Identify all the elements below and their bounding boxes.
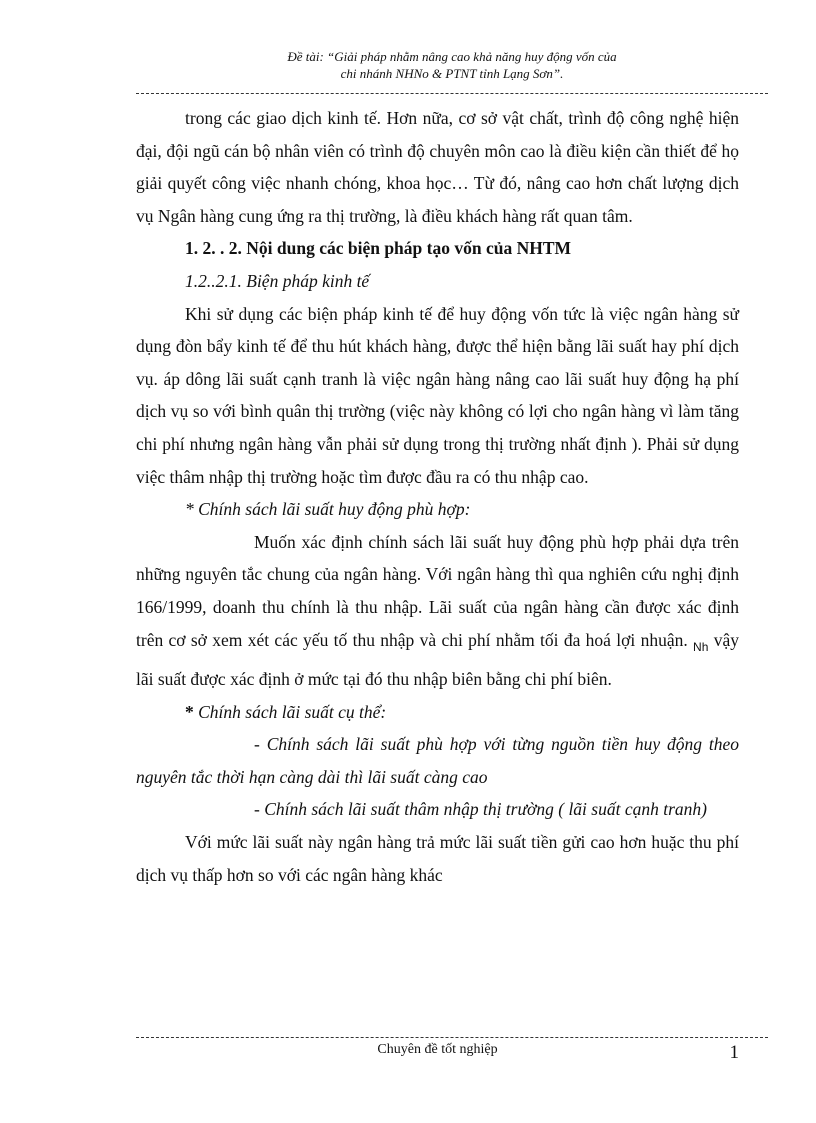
policy-star: * — [185, 701, 194, 722]
page-body — [136, 102, 739, 891]
header-line-2: chi nhánh NHNo & PTNT tỉnh Lạng Sơn”. — [340, 66, 564, 81]
page-footer — [136, 1042, 739, 1064]
paragraph-rate-policy — [136, 526, 739, 696]
policy-heading-specific-rate — [136, 696, 739, 729]
footer-title: Chuyên đề tốt nghiệp — [377, 1042, 498, 1057]
paragraph-continuation: trong các giao dịch kinh tế. Hơn nữa, cơ sở vật chất, trình độ công nghệ hiện đại, đội ngũ cán bộ nhân viên có trình độ chuyên môn cao là điều kiện cần thiết để họ giải quyết công việc nhanh chóng, khoa học… Từ đó, nâng cao hơn chất lượng dịch vụ Ngân hàng cung ứng ra thị trường, là điều khách hàng rất quan tâm. — [136, 108, 739, 226]
footer-rule — [136, 1037, 768, 1038]
policy-title: Chính sách lãi suất cụ thể: — [198, 701, 387, 722]
paragraph-rate-policy-main: Muốn xác định chính sách lãi suất huy động phù hợp phải dựa trên những nguyên tắc chung của ngân hàng. Với ngân hàng thì qua nghiên cứu nghị định 166/1999, doanh thu chính là thu nhập. Lãi suất của ngân hàng cần được xác định trên cơ sở xem xét các yếu tố thu nhập và chi phí nhằm tối đa hoá lợi nhuận. — [136, 531, 739, 650]
paragraph-rate-policy-glyph: Nh — [693, 639, 709, 654]
paragraph-competitive-rate: Với mức lãi suất này ngân hàng trả mức lãi suất tiền gửi cao hơn huặc thu phí dịch vụ thấp hơn so với các ngân hàng khác — [136, 832, 739, 885]
page-number: 1 — [729, 1042, 739, 1063]
list-item-penetration-rate: - Chính sách lãi suất thâm nhập thị trường ( lãi suất cạnh tranh) — [254, 799, 707, 820]
header-rule — [136, 93, 768, 94]
subsection-heading: 1.2..2.1. Biện pháp kinh tế — [185, 270, 370, 291]
paragraph-economic-measures: Khi sử dụng các biện pháp kinh tế để huy động vốn tức là việc ngân hàng sử dụng đòn bẩy kinh tế để thu hút khách hàng, được thể hiện bằng lãi suất hay phí dịch vụ. áp dông lãi suất cạnh tranh là việc ngân hàng nâng cao lãi suất huy động hạ phí dịch vụ so với bình quân thị trường (việc này không có lợi cho ngân hàng vì làm tăng chi phí nhưng ngân hàng vẫn phải sử dụng trong thị trường nhất định ). Phải sử dụng việc thâm nhập thị trường hoặc tìm được đầu ra có thu nhập cao. — [136, 303, 739, 487]
list-item-term-rate: - Chính sách lãi suất phù hợp với từng nguồn tiền huy động theo nguyên tắc thời hạn càng dài thì lãi suất càng cao — [136, 734, 739, 787]
policy-heading-suitable-rate: * Chính sách lãi suất huy động phù hợp: — [185, 499, 471, 520]
section-heading: 1. 2. . 2. Nội dung các biện pháp tạo vốn của NHTM — [185, 238, 572, 259]
paragraph-rate-policy-end: vậy lãi suất được xác định ở mức tại đó thu nhập biên bằng chi phí biên. — [136, 629, 739, 690]
page-header — [136, 48, 768, 82]
header-line-1: Đề tài: “Giải pháp nhằm nâng cao khả năng huy động vốn của — [287, 49, 617, 64]
